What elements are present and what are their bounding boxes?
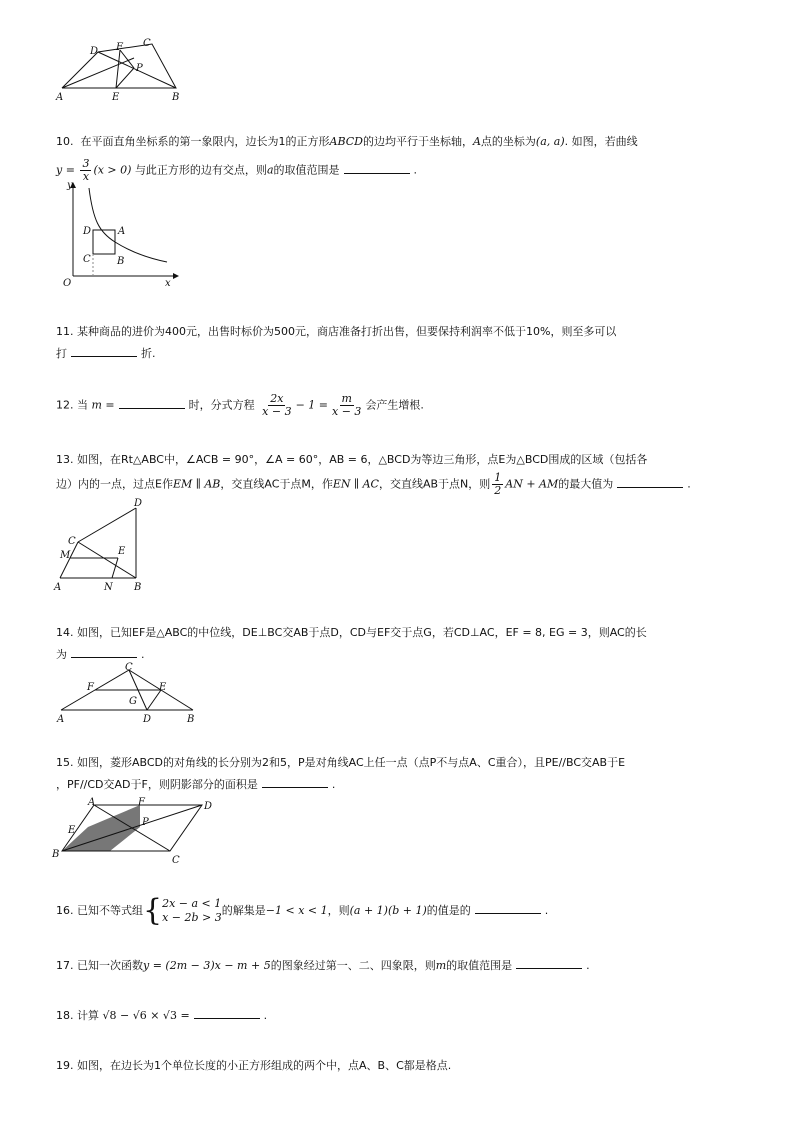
question-18: 18. 计算 √8 − √6 × √3 = . xyxy=(56,1005,756,1027)
question-16: 16. 已知不等式组{ 2x − a < 1 x − 2b > 3 的解集是−1 < x < 1，则(a + 1)(b + 1)的值是的 . xyxy=(56,893,549,928)
q10-answer-blank[interactable] xyxy=(344,161,410,174)
question-17: 17. 已知一次函数y = (2m − 3)x − m + 5的图象经过第一、二、四象限，则m的取值范围是 . xyxy=(56,955,756,977)
q13-label-M: M xyxy=(60,550,71,561)
question-11-line2: 打 折. xyxy=(56,343,756,365)
q13-label-D: D xyxy=(134,498,143,509)
q15-label-A: A xyxy=(88,797,96,808)
q10-label-A: A xyxy=(118,226,126,237)
q10-label-y: y xyxy=(67,180,73,191)
question-15-line2: ，PF//CD交AD于F，则阴影部分的面积是 . xyxy=(56,774,756,796)
q15-label-E: E xyxy=(68,825,76,836)
q14-label-B: B xyxy=(187,714,195,725)
q13-answer-blank[interactable] xyxy=(617,475,683,488)
q15-label-P: P xyxy=(142,817,149,828)
q10-label-O: O xyxy=(63,278,72,289)
question-14: 14. 如图，已知EF是△ABC的中位线，DE⊥BC交AB于点D，CD与EF交于点G，若CD⊥AC，EF = 8, EG = 3，则AC的长 xyxy=(56,626,647,639)
q14-figure xyxy=(55,662,205,726)
q14-label-E: E xyxy=(159,682,167,693)
q14-answer-blank[interactable] xyxy=(71,645,137,658)
q11-answer-blank[interactable] xyxy=(71,344,137,357)
q9-label-D: D xyxy=(90,46,99,57)
question-10: 10. 在平面直角坐标系的第一象限内，边长为1的正方形ABCD的边均平行于坐标轴，A点的坐标为(a, a). 如图，若曲线 xyxy=(56,135,638,148)
q12-answer-blank[interactable] xyxy=(119,396,185,409)
question-10-line2: y = $\frac{3}{x}$ (x > 0) 与此正方形的边有交点，则a的取值范围是 . xyxy=(56,157,417,183)
q10-label-x: x xyxy=(165,278,171,289)
q10-label-D: D xyxy=(83,226,92,237)
q13-label-C: C xyxy=(68,536,76,547)
question-15: 15. 如图，菱形ABCD的对角线的长分别为2和5，P是对角线AC上任一点（点P不与点A、C重合），且PE//BC交AB于E xyxy=(56,756,626,769)
q15-figure xyxy=(50,795,220,867)
q10-figure xyxy=(55,180,185,290)
q9-figure xyxy=(50,34,190,104)
q15-label-C: C xyxy=(172,855,180,866)
q9-label-B: B xyxy=(172,92,180,103)
q9-label-F: F xyxy=(116,42,123,53)
q13-figure xyxy=(50,496,160,592)
q15-label-F: F xyxy=(138,797,145,808)
q15-label-D: D xyxy=(204,801,213,812)
question-19: 19. 如图，在边长为1个单位长度的小正方形组成的两个中，点A、B、C都是格点. xyxy=(56,1059,452,1072)
q9-label-C: C xyxy=(143,38,151,49)
q13-label-E: E xyxy=(118,546,126,557)
q13-label-N: N xyxy=(104,582,113,592)
q18-answer-blank[interactable] xyxy=(194,1006,260,1019)
q13-label-A: A xyxy=(54,582,62,592)
q10-label-C: C xyxy=(83,254,91,265)
q15-label-B: B xyxy=(52,849,60,860)
q10-label-B: B xyxy=(117,256,125,267)
question-13-line2: 边）内的一点，过点E作EM ∥ AB，交直线AC于点M，作EN ∥ AC，交直线AB于点N，则 $\frac{1}{2}$ AN + AM的最大值为 . xyxy=(56,471,691,497)
q14-label-A: A xyxy=(57,714,65,725)
q14-label-F: F xyxy=(87,682,94,693)
q14-label-C: C xyxy=(125,662,133,673)
q14-label-D: D xyxy=(143,714,152,725)
q17-answer-blank[interactable] xyxy=(516,956,582,969)
question-14-line2: 为 . xyxy=(56,644,756,666)
question-13: 13. 如图，在Rt△ABC中，∠ACB = 90°，∠A = 60°，AB = 6，△BCD为等边三角形，点E为△BCD围成的区域（包括各 xyxy=(56,453,648,466)
question-11: 11. 某种商品的进价为400元，出售时标价为500元，商店准备打折出售，但要保持利润率不低于10%，则至多可以 xyxy=(56,325,617,338)
q14-label-G: G xyxy=(129,696,137,707)
q9-label-E: E xyxy=(112,92,120,103)
q13-label-B: B xyxy=(134,582,142,592)
q16-answer-blank[interactable] xyxy=(475,901,541,914)
q9-label-A: A xyxy=(56,92,64,103)
q9-label-P: P xyxy=(136,63,143,74)
question-12: 12. 当 m = 时，分式方程 $\frac{2x}{x - 3}$ − 1 = $\frac{m}{x - 3}$ 会产生增根. xyxy=(56,392,424,418)
q15-answer-blank[interactable] xyxy=(262,775,328,788)
